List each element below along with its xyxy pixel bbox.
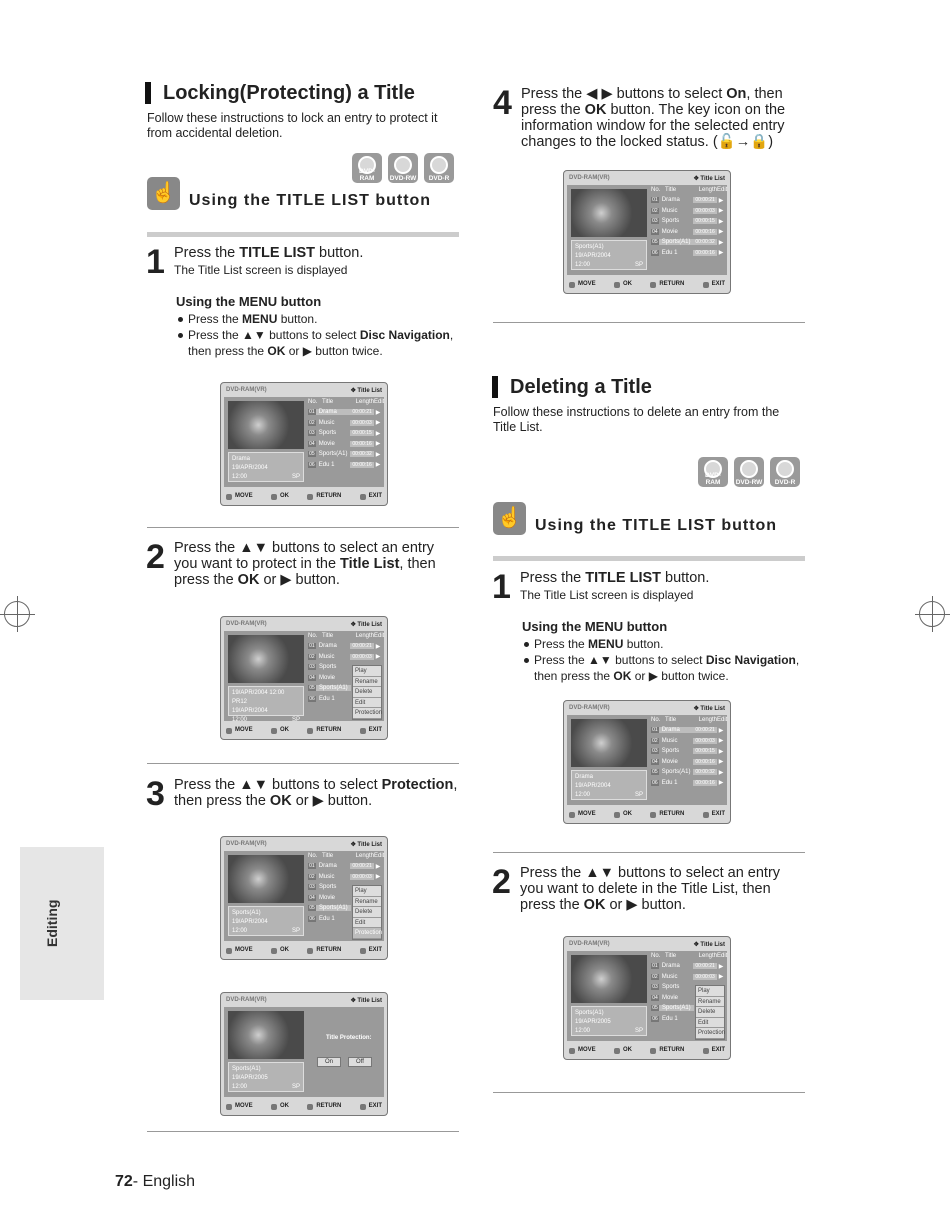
dvd-rw-icon: DVD-RW: [734, 457, 764, 487]
step-number: 1: [492, 568, 511, 606]
registration-mark: [919, 601, 945, 627]
thumbnail-image: [571, 189, 647, 237]
dvd-ram-icon: DVD-RAM: [698, 457, 728, 487]
dvd-rw-icon: DVD-RW: [388, 153, 418, 183]
step-text: Press the ▲▼ buttons to select an entry you want to delete in the Title List, then press the OK or ▶ button.: [520, 865, 781, 913]
dvd-r-icon: DVD-R: [770, 457, 800, 487]
step-text: Press the ▲▼ buttons to select Protection, then press the OK or ▶ button.: [174, 777, 458, 809]
divider: [493, 1092, 805, 1093]
hand-icon: ☝: [147, 177, 180, 210]
thumbnail-image: [571, 955, 647, 1003]
thumbnail-image: [228, 855, 304, 903]
thumbnail-image: [571, 719, 647, 767]
divider: [147, 527, 459, 528]
divider: [493, 556, 805, 561]
thumbnail-image: [228, 1011, 304, 1059]
title-list-screen: DVD-RAM(VR) ✥ Title List Drama 19/APR/2004 12:00 SP No. Title Length Edit 01 Drama 00:00:21 ▶ 02 Music 00:00:03 ▶ 03 Sports 00:00:15 ▶ 04 Movie 00:00:16 ▶ 05 Sports(A1) 00:00:32 ▶ 06 Edu 1 00:00:16 ▶ MOVE OK RETURN EXIT: [563, 700, 731, 824]
section-title-deleting: Deleting a Title: [492, 376, 652, 398]
title-protection-screen: DVD-RAM(VR) ✥ Title List Sports(A1) 19/APR/2005 12:00 SP Title Protection: On Off MOVE OK RETURN EXIT: [220, 992, 388, 1116]
on-option: On: [317, 1057, 341, 1067]
using-title-list-heading: [493, 502, 803, 542]
divider: [493, 322, 805, 323]
step-2: [146, 540, 456, 592]
title-list-screen-protection: DVD-RAM(VR) ✥ Title List Sports(A1) 19/APR/2004 12:00 SP No. Title Length Edit 01 Drama 00:00:21 ▶ 02 Music 00:00:03 ▶ 03 Sports 04 Movie 05 Sports(A1) 06 Edu 1 Play Rename Delete Edit Protection MOVE OK RETURN EXIT: [220, 836, 388, 960]
step-text: Press the TITLE LIST button. The Title List screen is displayed: [520, 570, 710, 602]
step-text: Press the TITLE LIST button. The Title List screen is displayed: [174, 245, 364, 277]
step-2: [492, 865, 812, 917]
menu-heading: Using the MENU button: [522, 619, 668, 634]
using-label: Using the TITLE LIST button: [189, 192, 432, 209]
intro-text: Follow these instructions to delete an entry from the Title List.: [493, 405, 780, 434]
step-sub: The Title List screen is displayed: [520, 588, 694, 602]
using-label: Using the TITLE LIST button: [535, 517, 778, 534]
thumbnail-image: [228, 401, 304, 449]
bullet: Press the MENU button.: [176, 311, 317, 327]
hand-icon: ☝: [493, 502, 526, 535]
bullet: Press the MENU button.: [522, 636, 663, 652]
title-list-screen-delete: DVD-RAM(VR) ✥ Title List Sports(A1) 19/APR/2005 12:00 SP No. Title Length Edit 01 Drama 00:00:21 ▶ 02 Music 00:00:03 ▶ 03 Sports 04 Movie 05 Sports(A1) 06 Edu 1 Play Rename Delete Edit Protection MOVE OK RETURN EXIT: [563, 936, 731, 1060]
divider: [493, 852, 805, 853]
divider: [147, 763, 459, 764]
step-text: Press the ◀ ▶ buttons to select On, then press the OK button. The key icon on the information window for the selected entry changes to the locked status. (🔓→🔒): [521, 86, 786, 150]
section-side-tab: Editing: [20, 847, 104, 1000]
divider: [147, 1131, 459, 1132]
context-menu: Play Rename Delete Edit Protection: [695, 985, 725, 1040]
context-menu: Play Rename Delete Edit Protection: [352, 885, 382, 940]
title-list-screen: DVD-RAM(VR) ✥ Title List Drama 19/APR/2004 12:00 SP No. Title Length Edit 01 Drama 00:00:21 ▶ 02 Music 00:00:03 ▶ 03 Sports 00:00:15 ▶ 04 Movie 00:00:16 ▶ 05 Sports(A1) 00:00:32 ▶ 06 Edu 1 00:00:16 ▶ MOVE OK RETURN EXIT: [220, 382, 388, 506]
title-list-screen-menu: DVD-RAM(VR) ✥ Title List 19/APR/2004 12:00 PR12 19/APR/2004 12:00 SP No. Title Length Edit 01 Drama 00:00:21 ▶ 02 Music 00:00:03 ▶ 03 Sports 04 Movie 05 Sports(A1) 06 Edu 1 Play Rename Delete Edit Protection MOVE OK RETURN EXIT: [220, 616, 388, 740]
dvd-r-icon: DVD-R: [424, 153, 454, 183]
step-number: 4: [493, 84, 512, 122]
thumbnail-image: [228, 635, 304, 683]
divider: [147, 232, 459, 237]
intro-text: Follow these instructions to lock an entry to protect it from accidental deletion.: [147, 111, 438, 140]
off-option: Off: [348, 1057, 372, 1067]
step-3: [146, 777, 466, 813]
step-4: [493, 86, 813, 156]
using-title-list-heading: [147, 177, 457, 217]
step-1: [492, 570, 802, 610]
step-sub: The Title List screen is displayed: [174, 263, 348, 277]
step-number: 2: [492, 863, 511, 901]
bullet: Press the ▲▼ buttons to select Disc Navigation, then press the OK or ▶ button twice.: [176, 327, 466, 359]
title-list-screen-locked: DVD-RAM(VR) ✥ Title List Sports(A1) 19/APR/2004 12:00 SP No. Title Length Edit 01 Drama 00:00:21 ▶ 02 Music 00:00:03 ▶ 03 Sports 00:00:15 ▶ 04 Movie 00:00:16 ▶ 05 Sports(A1) 00:00:32 ▶ 06 Edu 1 00:00:16 ▶ MOVE OK RETURN EXIT: [563, 170, 731, 294]
disc-icons: [698, 457, 800, 487]
bullet: Press the ▲▼ buttons to select Disc Navigation, then press the OK or ▶ button twice.: [522, 652, 812, 684]
context-menu: Play Rename Delete Edit Protection: [352, 665, 382, 720]
protection-label: Title Protection:: [326, 1035, 372, 1041]
step-number: 2: [146, 538, 165, 576]
step-number: 1: [146, 243, 165, 281]
page-number: 72- English: [115, 1173, 196, 1190]
dvd-ram-icon: DVD-RAM: [352, 153, 382, 183]
registration-mark: [4, 601, 30, 627]
step-1: [146, 245, 456, 285]
step-number: 3: [146, 775, 165, 813]
section-title-locking: Locking(Protecting) a Title: [145, 82, 415, 104]
step-text: Press the ▲▼ buttons to select an entry you want to protect in the Title List, then press the OK or ▶ button.: [174, 540, 436, 588]
menu-heading: Using the MENU button: [176, 294, 322, 309]
